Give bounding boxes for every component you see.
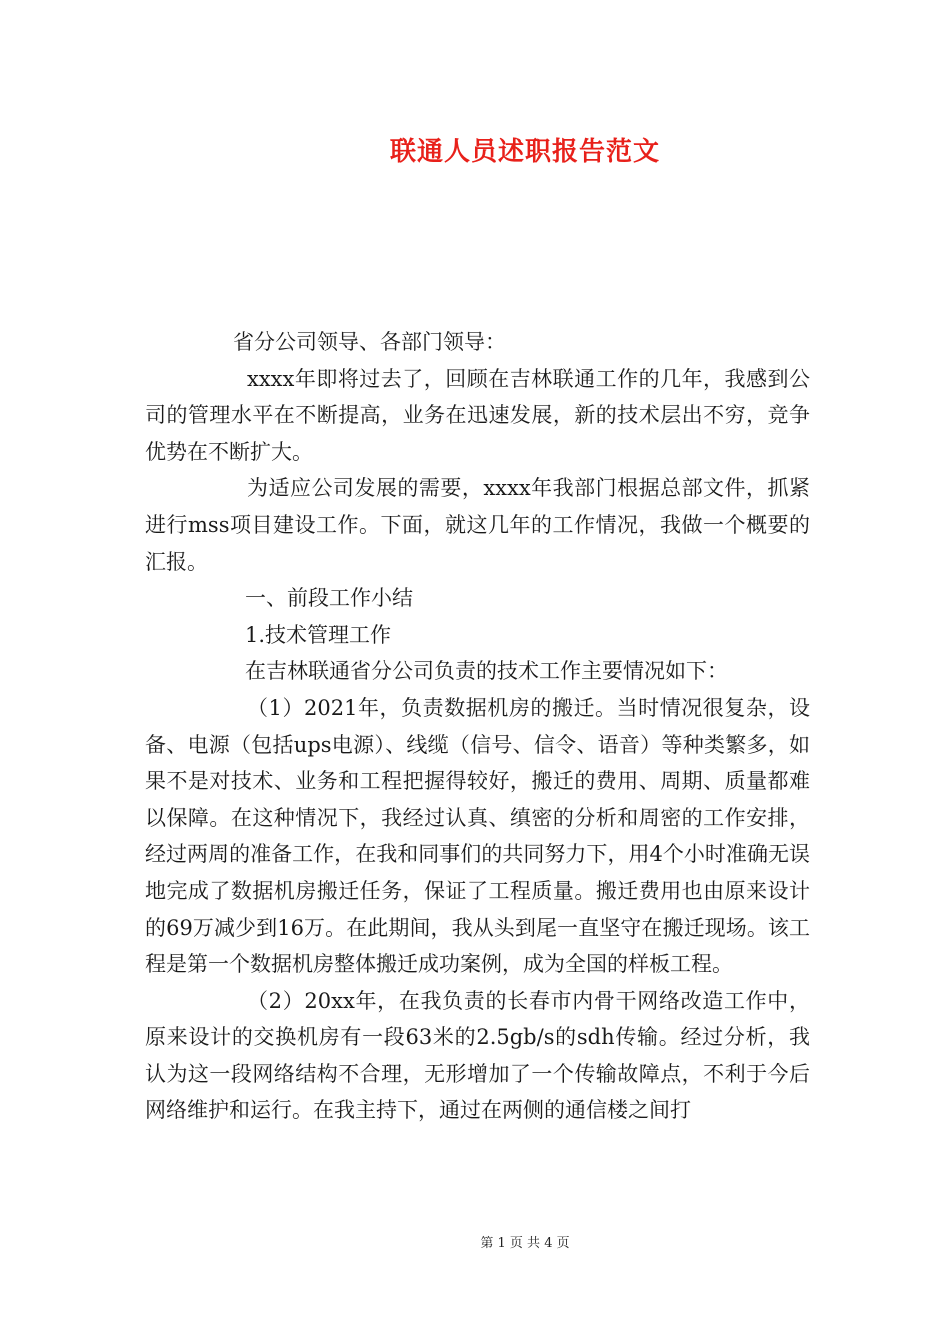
document-title: 联通人员述职报告范文 [389, 137, 660, 167]
page-number: 第 1 页 共 4 页 [480, 1236, 570, 1251]
paragraph: 为适应公司发展的需要，xxxx年我部门根据总部文件，抓紧进行mss项目建设工作。下面，就这几年的工作情况，我做一个概要的汇报。 [145, 476, 810, 574]
section-heading: 一、前段工作小结 [245, 586, 413, 611]
salutation: 省分公司领导、各部门领导： [233, 330, 506, 354]
subsection-heading: 1.技术管理工作 [245, 622, 392, 647]
paragraph: xxxx年即将过去了，回顾在吉林联通工作的几年，我感到公司的管理水平在不断提高，业务在迅速发展，新的技术层出不穷，竞争优势在不断扩大。 [145, 366, 810, 464]
paragraph: 在吉林联通省分公司负责的技术工作主要情况如下： [245, 659, 728, 684]
document-body [145, 324, 810, 1129]
paragraph: （1）2021年，负责数据机房的搬迁。当时情况很复杂，设备、电源（包括ups电源）、线缆（信号、信令、语音）等种类繁多，如果不是对技术、业务和工程把握得较好，搬迁的费用、周期、质量都难以保障。在这种情况下，我经过认真、缜密的分析和周密的工作安排，经过两周的准备工作，在我和同事们的共同努力下，用4个小时准确无误地完成了数据机房搬迁任务，保证了工程质量。搬迁费用也由原来设计的69万减少到16万。在此期间，我从头到尾一直坚守在搬迁现场。该工程是第一个数据机房整体搬迁成功案例，成为全国的样板工程。 [145, 695, 810, 977]
paragraph: （2）20xx年，在我负责的长春市内骨干网络改造工作中，原来设计的交换机房有一段63米的2.5gb/s的sdh传输。经过分析，我认为这一段网络结构不合理，无形增加了一个传输故障点，不利于今后网络维护和运行。在我主持下，通过在两侧的通信楼之间打 [145, 988, 810, 1123]
